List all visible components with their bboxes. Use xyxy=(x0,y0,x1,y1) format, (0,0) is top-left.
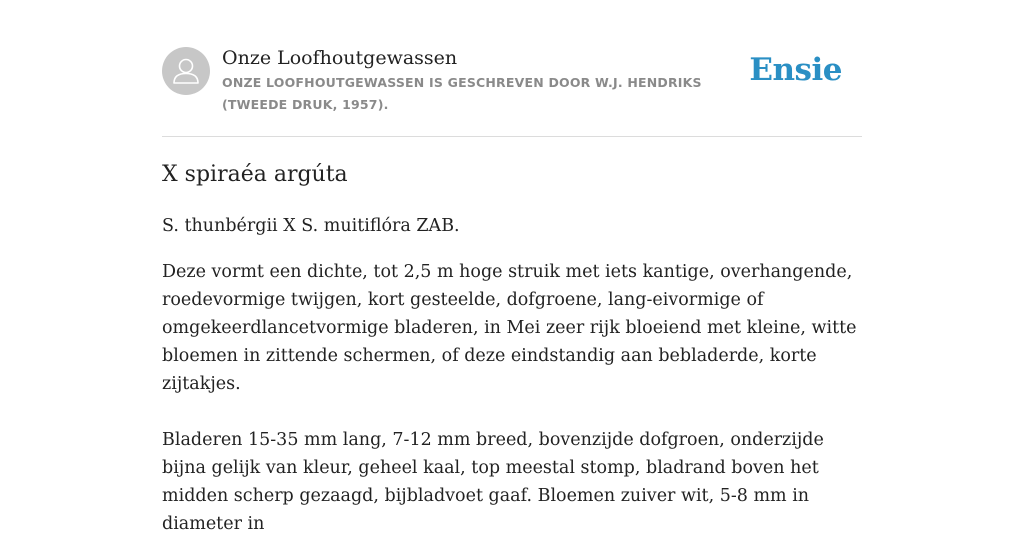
article-title: X spiraéa argúta xyxy=(162,162,348,187)
source-title[interactable]: Onze Loofhoutgewassen xyxy=(222,47,458,69)
article-paragraph: Deze vormt een dichte, tot 2,5 m hoge struik met iets kantige, overhangende, roedevormige twijgen, kort gesteelde, dofgroene, lang-eivormige of omgekeerdlancetvormige bladeren, in Mei zeer rijk bloeiend met kleine, witte bloemen in zittende schermen, of deze eindstandig aan bebladerde, korte zijtakjes. xyxy=(162,262,857,394)
article-paragraph: Bladeren 15-35 mm lang, 7-12 mm breed, bovenzijde dofgroen, onderzijde bijna gelijk van kleur, geheel kaal, top meestal stomp, bladrand boven het midden scherp gezaagd, bijbladvoet gaaf. Bloemen zuiver wit, 5-8 mm in diameter in xyxy=(162,430,824,534)
article-synonym: S. thunbérgii X S. muitiflóra ZAB. xyxy=(162,216,460,236)
source-header xyxy=(162,46,862,137)
ensie-logo[interactable]: Ensie xyxy=(749,52,842,88)
avatar[interactable] xyxy=(162,47,210,95)
user-outline-icon xyxy=(162,47,210,95)
source-description: ONZE LOOFHOUTGEWASSEN IS GESCHREVEN DOOR W.J. HENDRIKS (TWEEDE DRUK, 1957). xyxy=(222,75,702,112)
article xyxy=(162,158,862,538)
